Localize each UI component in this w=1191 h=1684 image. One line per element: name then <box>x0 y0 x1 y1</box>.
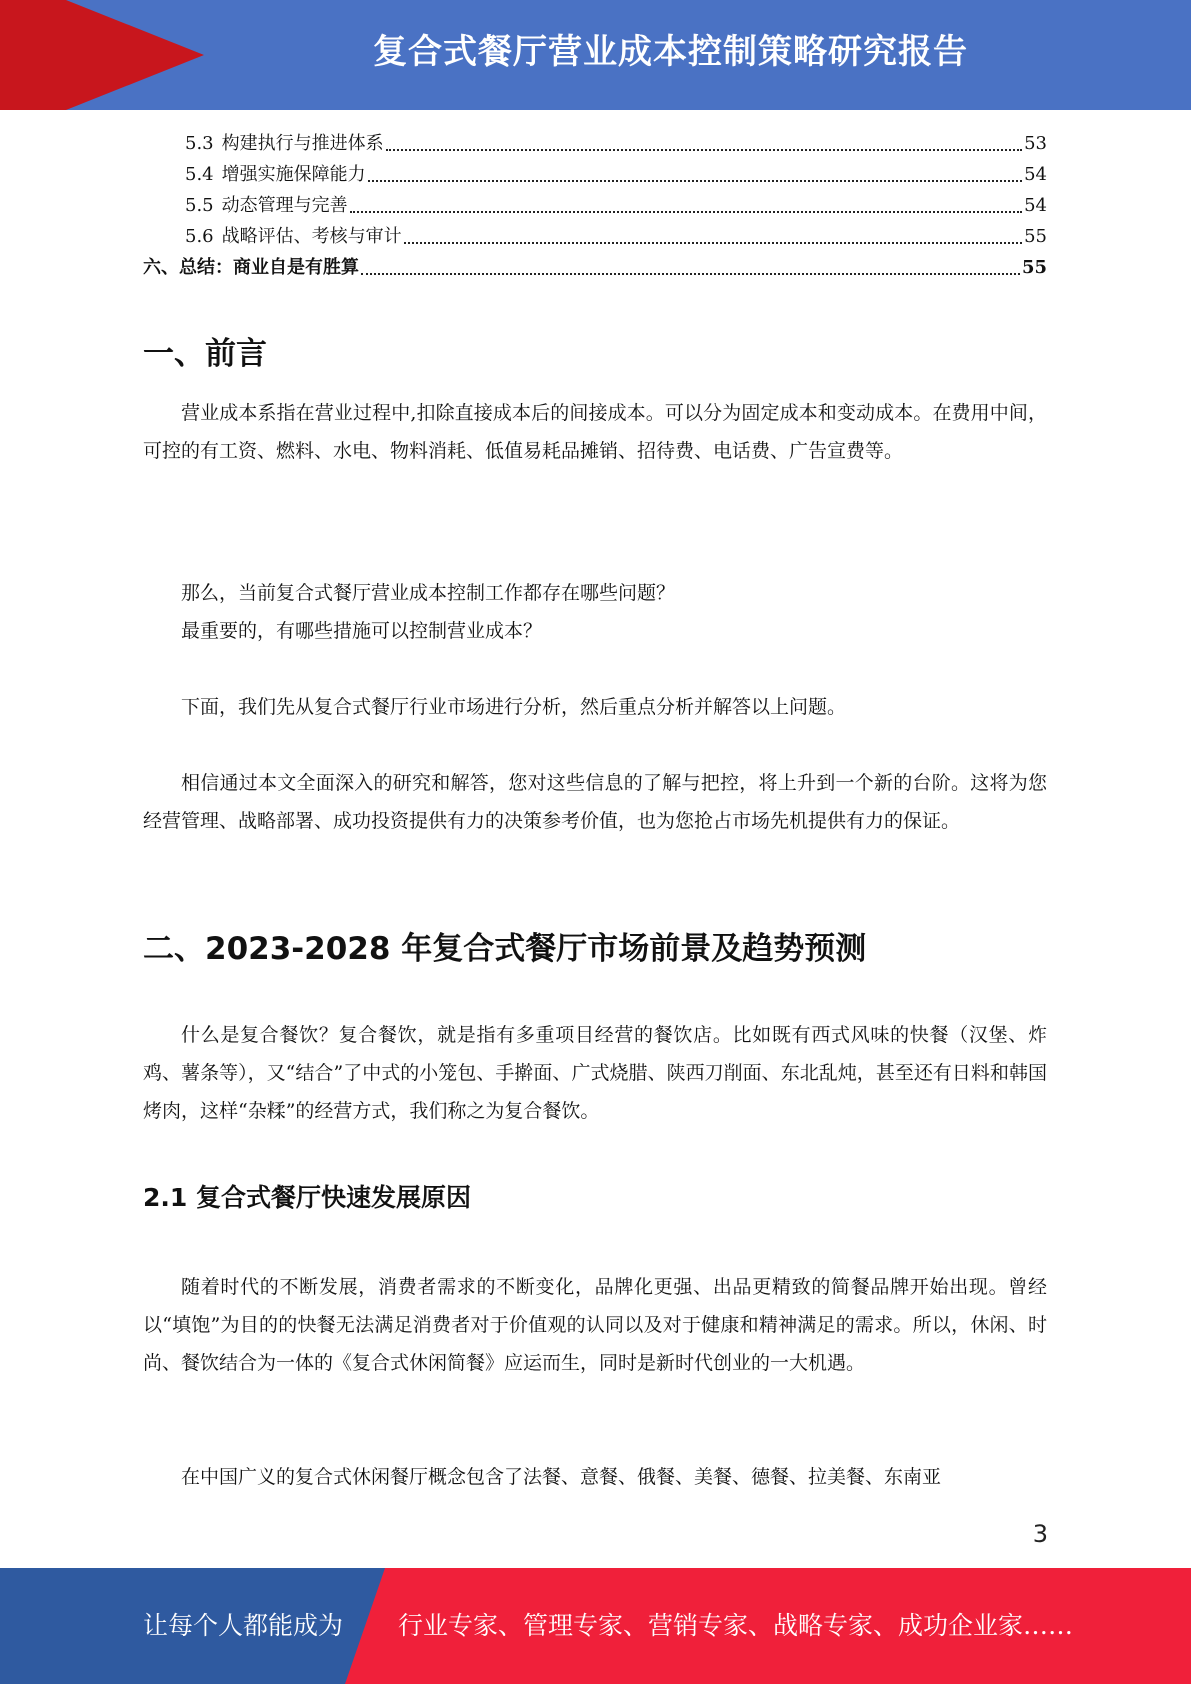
page-number: 3 <box>1032 1520 1048 1548</box>
section-heading-forecast: 二、2023-2028 年复合式餐厅市场前景及趋势预测 <box>143 931 867 967</box>
paragraph: 那么，当前复合式餐厅营业成本控制工作都存在哪些问题？ <box>181 582 676 604</box>
toc-entry-title: 六、总结：商业自是有胜算 <box>143 257 359 278</box>
toc-entry-title: 动态管理与完善 <box>221 195 348 216</box>
footer-slogan-left: 让每个人都能成为 <box>143 1611 344 1640</box>
toc-entry-number: 5.4 <box>185 164 214 185</box>
paragraph: 在中国广义的复合式休闲餐厅概念包含了法餐、意餐、俄餐、美餐、德餐、拉美餐、东南亚 <box>181 1466 942 1488</box>
paragraph: 相信通过本文全面深入的研究和解答，您对这些信息的了解与把控，将上升到一个新的台阶。这将为您经营管理、战略部署、成功投资提供有力的决策参考价值，也为您抢占市场先机提供有力的保证。 <box>143 772 1047 832</box>
paragraph: 随着时代的不断发展，消费者需求的不断变化，品牌化更强、出品更精致的简餐品牌开始出现。曾经以“填饱”为目的的快餐无法满足消费者对于价值观的认同以及对于健康和精神满足的需求。所以，休闲、时尚、餐饮结合为一体的《复合式休闲简餐》应运而生，同时是新时代创业的一大机遇。 <box>143 1276 1047 1374</box>
toc-entry-page: 53 <box>1024 133 1047 154</box>
toc-entry[interactable] <box>143 128 1047 159</box>
toc-entry[interactable] <box>143 252 1047 283</box>
toc-dot-leader <box>361 273 1020 275</box>
toc-entry[interactable] <box>143 221 1047 252</box>
toc-entry-page: 55 <box>1024 226 1047 247</box>
page-content <box>143 128 1047 1488</box>
page-header <box>0 0 1191 110</box>
toc-entry-title: 战略评估、考核与审计 <box>221 226 402 247</box>
toc-entry-number: 5.5 <box>185 195 214 216</box>
footer-blue-slant <box>345 1568 385 1684</box>
page-footer <box>0 1568 1191 1684</box>
toc-dot-leader <box>350 211 1022 213</box>
paragraph: 什么是复合餐饮？复合餐饮，就是指有多重项目经营的餐饮店。比如既有西式风味的快餐（汉堡、炸鸡、薯条等），又“结合”了中式的小笼包、手擀面、广式烧腊、陕西刀削面、东北乱炖，甚至还有日料和韩国烤肉，这样“杂糅”的经营方式，我们称之为复合餐饮。 <box>143 1024 1047 1122</box>
toc-entry-page: 54 <box>1024 164 1047 185</box>
toc-entry-number: 5.6 <box>185 226 214 247</box>
toc-entry-title: 构建执行与推进体系 <box>221 133 384 154</box>
table-of-contents <box>143 128 1047 283</box>
subsection-heading: 2.1 复合式餐厅快速发展原因 <box>143 1183 471 1212</box>
toc-entry-number: 5.3 <box>185 133 214 154</box>
toc-dot-leader <box>404 242 1022 244</box>
section-heading-preface: 一、前言 <box>143 336 267 372</box>
toc-entry[interactable] <box>143 190 1047 221</box>
toc-entry-page: 55 <box>1021 257 1047 278</box>
footer-slogan-right: 行业专家、管理专家、营销专家、战略专家、成功企业家…… <box>398 1611 1074 1640</box>
toc-dot-leader <box>368 180 1022 182</box>
toc-entry[interactable] <box>143 159 1047 190</box>
toc-entry-title: 增强实施保障能力 <box>221 164 366 185</box>
paragraph: 最重要的，有哪些措施可以控制营业成本？ <box>181 620 543 642</box>
header-red-block <box>0 0 66 110</box>
paragraph: 营业成本系指在营业过程中,扣除直接成本后的间接成本。可以分为固定成本和变动成本。在费用中间，可控的有工资、燃料、水电、物料消耗、低值易耗品摊销、招待费、电话费、广告宣费等。 <box>143 402 1047 462</box>
toc-entry-page: 54 <box>1024 195 1047 216</box>
toc-dot-leader <box>386 149 1022 151</box>
header-title: 复合式餐厅营业成本控制策略研究报告 <box>373 32 968 72</box>
paragraph: 下面，我们先从复合式餐厅行业市场进行分析，然后重点分析并解答以上问题。 <box>181 696 847 718</box>
